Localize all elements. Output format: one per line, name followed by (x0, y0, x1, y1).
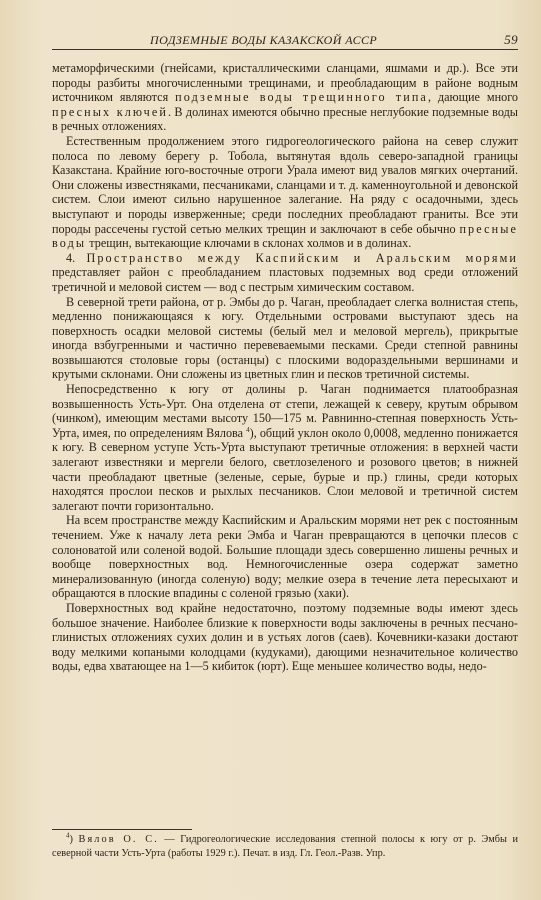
footnote (52, 833, 518, 860)
text-run: Поверхностных вод крайне недостаточно, поэтому подземные воды имеют здесь большое значение. Наиболее близкие к поверхности воды заключены в речных песчано-глинистых отложениях сухих долин и в устьях логов (саев). Кочевники-казаки достают воду мелкими копаными колодцами (кудуками), дающими незначительное количество воды, едва хватающее на 1—5 кибиток (юрт). Еще меньшее количество воды, недо- (52, 600, 518, 674)
footnote-author: Вялов О. С. (78, 834, 159, 845)
body-text (52, 61, 518, 674)
paragraph (52, 513, 518, 601)
text-run: Непосредственно к югу от долины р. Чаган поднимается платообразная возвышенность Усть-Урт. Она отделена от степи, лежащей к северу, крутым обрывом (чинком), имеющим местами высоту 150—175 м. Равнинно-степная поверхность Усть-Урта, имея, по определениям Вялова (52, 382, 518, 440)
text-run: ), общий уклон около 0,0008, медленно понижается к югу. В северном уступе Усть-Урта выступают третичные отложения: в верхней части залегают известняки и мергели белого, светлозеленого и розового цветов; в нижней части преобладают цветные (зеленые, серые, бурые и пр.) глины, среди которых находятся прослои песков и рыхлых песчаников. Слои меловой и третичной систем залегают почти горизонтально. (52, 425, 518, 513)
footnote-ref: 4 (246, 425, 250, 434)
text-run: метаморфическими (гнейсами, кристаллическими сланцами, яшмами и др.). Все эти породы разбиты многочисленными трещинами, и преобладающим в районе водным источником являются (52, 61, 518, 105)
text-run: В северной трети района, от р. Эмбы до р. Чаган, преобладает слегка волнистая степь, медленно понижающаяся к югу. Отдельными островами выступают здесь на поверхность осадки меловой системы (белый мел и меловой мергель), прикрытые иногда взбугренными и частично перевеваемыми песками. Среди степной равнины возвышаются столовые горы (останцы) с плоскими водораздельными вершинами и крутыми склонами. Они сложены из цветных глин и песков третичной системы. (52, 294, 518, 382)
paragraph (52, 251, 518, 295)
paragraph (52, 601, 518, 674)
footnote-rule (52, 829, 192, 830)
running-title: ПОДЗЕМНЫЕ ВОДЫ КАЗАКСКОЙ АССР (150, 33, 378, 47)
spaced-emphasis: Пространство между Каспийским и Аральским морями (86, 250, 519, 265)
paragraph (52, 61, 518, 134)
text-run: 4. (66, 250, 87, 265)
spaced-emphasis: пресные воды (52, 221, 518, 251)
paragraph (52, 134, 518, 251)
text-run: Естественным продолжением этого гидрогеологического района на север служит полоса по левому берегу р. Тобола, вытянутая вдоль северо-западной границы Казакстана. Крайние юго-восточные отроги Урала имеют вид увалов мягких очертаний. Они сложены известняками, песчаниками, сланцами и т. д. каменноугольной и девонской систем. Слои имеют сильно нарушенное залегание. На ряду с осадочными, здесь выступают и породы изверженные; среди последних преобладают граниты. Все эти породы рассечены густой сетью мелких трещин и заключают в себе обычно (52, 133, 518, 236)
paragraph (52, 382, 518, 513)
text-run: представляет район с преобладанием пластовых подземных вод среди отложений третичной и меловой систем — вод с пестрым химическим составом. (52, 265, 518, 294)
footnote-text: — Гидрогеологические исследования степной полосы к югу от р. Эмбы и северной части Усть-Урта (работы 1929 г.). Печат. в изд. Гл. Геол.-Разв. Упр. (52, 834, 518, 859)
text-run: трещин, вытекающие ключами в склонах холмов и в долинах. (86, 236, 412, 251)
text-run: На всем пространстве между Каспийским и Аральским морями нет рек с постоянным течением. Уже к началу лета реки Эмба и Чаган превращаются в цепочки плесов с солоноватой или соленой водой. Большие площади здесь совершенно лишены речных и вообще поверхностных вод. Немногочисленные озера содержат заметно минерализованную (иногда соленую) воду; мелкие озера в течение лета пересыхают и обращаются в плоские впадины с соленой грязью (хаки). (52, 513, 518, 601)
running-header (52, 33, 518, 50)
paragraph (52, 295, 518, 383)
footnote-marker: 4 (66, 831, 70, 840)
page-number: 59 (504, 32, 518, 47)
text-run: , дающие много (427, 90, 518, 105)
spaced-emphasis: пресных ключей (52, 104, 169, 119)
text-run: . В долинах имеются обычно пресные неглубокие подземные воды в речных отложениях. (52, 104, 518, 134)
footnote-paragraph: $^4$) Вялов О. С. — Гидрогеологические исследования степной полосы к югу от р. Эмбы и северной части Усть-Урта (работы 1929 г.). Печат. в изд. Гл. Геол.-Разв. Упр. (52, 831, 518, 859)
spaced-emphasis: подземные воды трещинного типа (175, 90, 428, 105)
